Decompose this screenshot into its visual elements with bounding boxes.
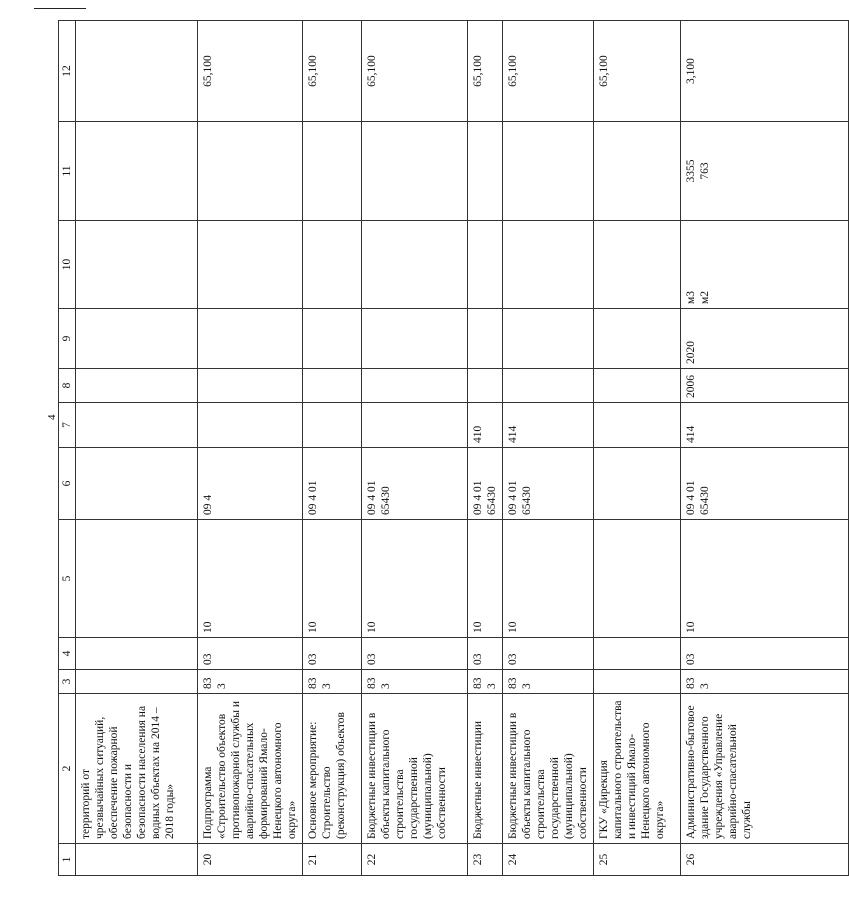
cell-c7 (198, 403, 303, 448)
col-header: 7 (59, 403, 76, 448)
cell-c5: 10 (681, 520, 849, 638)
cell-c1: 25 (594, 844, 681, 876)
cell-c3: 833 (503, 670, 594, 694)
cell-c6: 09 4 (198, 448, 303, 520)
cell-c10 (303, 221, 362, 309)
cell-c11 (76, 122, 198, 221)
cell-c7: 414 (503, 403, 594, 448)
cell-c4: 03 (468, 638, 503, 670)
col-header: 1 (59, 844, 76, 876)
cell-c4: 03 (503, 638, 594, 670)
table-row (362, 21, 468, 876)
col-header: 4 (59, 638, 76, 670)
cell-c10 (468, 221, 503, 309)
cell-c9 (303, 309, 362, 369)
cell-c11: 3355 763 (681, 122, 849, 221)
cell-c7 (76, 403, 198, 448)
header-row (59, 21, 76, 876)
cell-c4: 03 (681, 638, 849, 670)
cell-c1 (76, 844, 198, 876)
col-header: 6 (59, 448, 76, 520)
cell-c3: 833 (198, 670, 303, 694)
table-row (503, 21, 594, 876)
cell-c11 (503, 122, 594, 221)
cell-c6: 09 4 01 65430 (362, 448, 468, 520)
cell-c12: 65,100 (594, 21, 681, 122)
cell-c11 (468, 122, 503, 221)
table-row (468, 21, 503, 876)
cell-c12: 65,100 (468, 21, 503, 122)
cell-c10 (594, 221, 681, 309)
cell-c7: 410 (468, 403, 503, 448)
cell-c1: 21 (303, 844, 362, 876)
cell-c7 (303, 403, 362, 448)
cell-c10 (76, 221, 198, 309)
cell-c9 (362, 309, 468, 369)
cell-c5: 10 (503, 520, 594, 638)
cell-c3 (594, 670, 681, 694)
col-header: 8 (59, 369, 76, 403)
cell-c4: 03 (198, 638, 303, 670)
cell-c10: м3 м2 (681, 221, 849, 309)
cell-c2: Бюджетные инвестиции в объекты капитального строительства государственной (муниципальной) собственности (503, 694, 594, 844)
table-row (594, 21, 681, 876)
cell-c5: 10 (303, 520, 362, 638)
cell-c3: 833 (681, 670, 849, 694)
cell-c8 (198, 369, 303, 403)
cell-c2: территорий от чрезвычайных ситуаций, обеспечение пожарной безопасности и безопасности населения на водных объектах на 2014 – 2018 годы» (76, 694, 198, 844)
cell-c11 (198, 122, 303, 221)
cell-c7: 414 (681, 403, 849, 448)
cell-c12: 3,100 (681, 21, 849, 122)
cell-c2: Административно-бытовое здание Государственного учреждения «Управление аварийно-спасательной службы (681, 694, 849, 844)
cell-c8 (76, 369, 198, 403)
cell-c8 (594, 369, 681, 403)
cell-c1: 24 (503, 844, 594, 876)
cell-c5 (594, 520, 681, 638)
cell-c1: 22 (362, 844, 468, 876)
cell-c8 (468, 369, 503, 403)
cell-c12: 65,100 (362, 21, 468, 122)
table-row (76, 21, 198, 876)
cell-c5 (76, 520, 198, 638)
cell-c5: 10 (198, 520, 303, 638)
rotated-table-wrapper (58, 21, 754, 876)
cell-c8: 2006 (681, 369, 849, 403)
cell-c12: 65,100 (303, 21, 362, 122)
cell-c2: Основное мероприятие: Строительство (реконструкция) объектов (303, 694, 362, 844)
cell-c6: 09 4 01 65430 (468, 448, 503, 520)
cell-c3: 833 (362, 670, 468, 694)
cell-c9 (503, 309, 594, 369)
cell-c9 (76, 309, 198, 369)
cell-c9 (198, 309, 303, 369)
cell-c9 (594, 309, 681, 369)
cell-c4: 03 (303, 638, 362, 670)
cell-c4 (594, 638, 681, 670)
cell-c2: Бюджетные инвестиции (468, 694, 503, 844)
cell-c12: 65,100 (503, 21, 594, 122)
cell-c3: 833 (303, 670, 362, 694)
cell-c8 (362, 369, 468, 403)
cell-c11 (594, 122, 681, 221)
cell-c8 (503, 369, 594, 403)
cell-c10 (198, 221, 303, 309)
cell-c1: 23 (468, 844, 503, 876)
page-number: 4 (46, 414, 58, 420)
cell-c6: 09 4 01 (303, 448, 362, 520)
cell-c3 (76, 670, 198, 694)
cell-c2: Подпрограмма «Строительство объектов противопожарной службы и аварийно-спасательных формирований Ямало-Ненецкого автономного округа» (198, 694, 303, 844)
cell-c6 (594, 448, 681, 520)
col-header: 2 (59, 694, 76, 844)
cell-c11 (362, 122, 468, 221)
cell-c1: 26 (681, 844, 849, 876)
cell-c11 (303, 122, 362, 221)
cell-c10 (503, 221, 594, 309)
cell-c9: 2020 (681, 309, 849, 369)
col-header: 12 (59, 21, 76, 122)
col-header: 3 (59, 670, 76, 694)
cell-c7 (362, 403, 468, 448)
table-row (303, 21, 362, 876)
cell-c4: 03 (362, 638, 468, 670)
cell-c1: 20 (198, 844, 303, 876)
cell-c6: 09 4 01 65430 (681, 448, 849, 520)
cell-c2: ГКУ «Дирекция капитального строительства и инвестиций Ямало-Ненецкого автономного округа» (594, 694, 681, 844)
cell-c7 (594, 403, 681, 448)
cell-c4 (76, 638, 198, 670)
col-header: 11 (59, 122, 76, 221)
cell-c5: 10 (362, 520, 468, 638)
cell-c12: 65,100 (198, 21, 303, 122)
col-header: 10 (59, 221, 76, 309)
cell-c12 (76, 21, 198, 122)
cell-c10 (362, 221, 468, 309)
cell-c6: 09 4 01 65430 (503, 448, 594, 520)
table-row (198, 21, 303, 876)
header-rule (34, 8, 86, 9)
col-header: 9 (59, 309, 76, 369)
cell-c2: Бюджетные инвестиции в объекты капитального строительства государственной (муниципальной) собственности (362, 694, 468, 844)
budget-table (58, 20, 849, 876)
cell-c6 (76, 448, 198, 520)
col-header: 5 (59, 520, 76, 638)
table-row (681, 21, 849, 876)
cell-c8 (303, 369, 362, 403)
cell-c9 (468, 309, 503, 369)
cell-c5: 10 (468, 520, 503, 638)
cell-c3: 833 (468, 670, 503, 694)
